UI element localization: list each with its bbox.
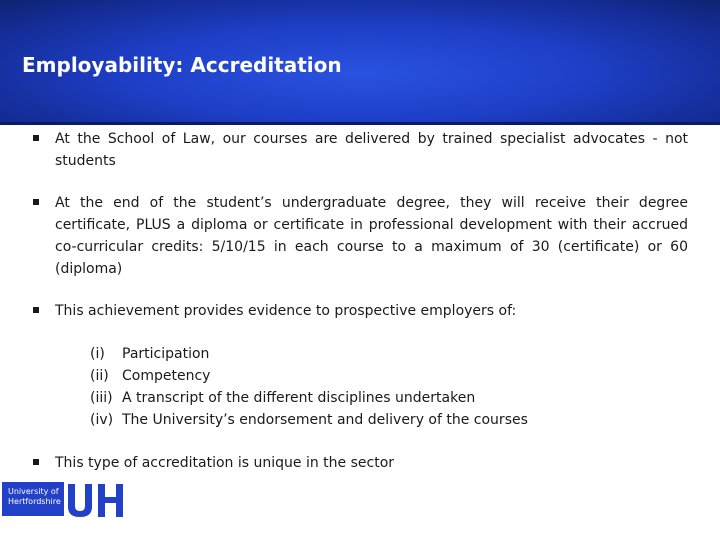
sublist-item xyxy=(90,343,650,365)
bullet-item xyxy=(33,192,688,280)
university-logo xyxy=(0,480,140,518)
sublist-number: (ii) xyxy=(90,368,109,384)
logo-wordmark-box xyxy=(2,482,64,516)
sublist-number: (iii) xyxy=(90,390,113,406)
evidence-sublist xyxy=(90,343,650,431)
sublist-number: (iv) xyxy=(90,412,114,428)
sublist-text: Competency xyxy=(122,368,211,384)
sublist-number: (i) xyxy=(90,346,105,362)
bullet-item xyxy=(33,452,688,474)
bullet-text: At the School of Law, our courses are delivered by trained specialist advocates - not students xyxy=(55,131,688,169)
uh-logo-icon xyxy=(64,480,134,518)
bullet-marker-icon xyxy=(33,135,39,141)
bullet-text: At the end of the student’s undergraduate degree, they will receive their degree certificate, PLUS a diploma or certificate in professional development with their accrued co-curricular credits: 5/10/15 in each course to a maximum of 30 (certificate) or 60 (diploma) xyxy=(55,195,688,277)
sublist-item xyxy=(90,409,650,431)
sublist-text: Participation xyxy=(122,346,210,362)
sublist-text: A transcript of the different disciplines undertaken xyxy=(122,390,476,406)
bullet-item xyxy=(33,300,688,322)
bullet-marker-icon xyxy=(33,307,39,313)
bullet-marker-icon xyxy=(33,459,39,465)
logo-line-1: University of xyxy=(8,487,59,496)
bullet-text: This type of accreditation is unique in the sector xyxy=(55,455,395,471)
logo-line-2: Hertfordshire xyxy=(8,497,61,506)
slide-title: Employability: Accreditation xyxy=(22,53,342,77)
bullet-text: This achievement provides evidence to prospective employers of: xyxy=(55,303,517,319)
sublist-item xyxy=(90,365,650,387)
sublist-text: The University’s endorsement and delivery of the courses xyxy=(122,412,528,428)
bullet-marker-icon xyxy=(33,199,39,205)
bullet-item xyxy=(33,128,688,172)
sublist-item xyxy=(90,387,650,409)
